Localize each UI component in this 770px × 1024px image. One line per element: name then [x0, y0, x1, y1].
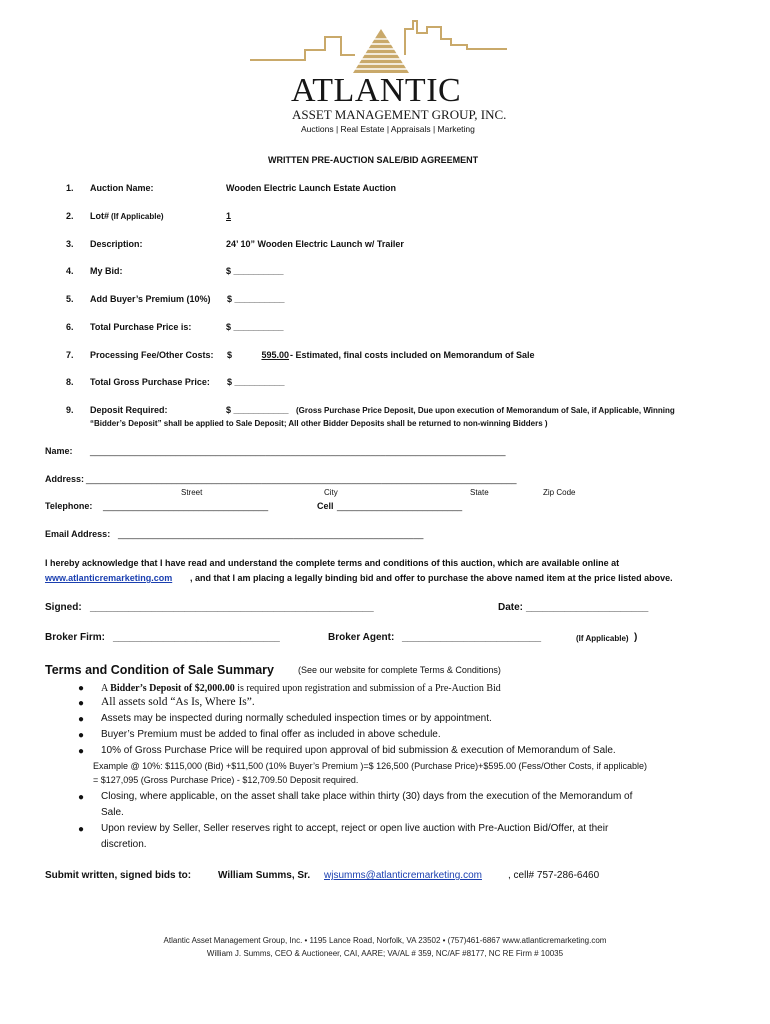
broker-agent-field[interactable]: _________________________ — [402, 632, 542, 643]
address-label: Address: — [45, 474, 85, 484]
bullet-icon: ● — [78, 746, 85, 757]
broker-firm-label: Broker Firm: — [45, 632, 106, 643]
terms-text: A — [101, 683, 111, 694]
item-number: 2. — [66, 211, 74, 221]
my-bid-field[interactable]: $ __________ — [226, 266, 284, 276]
terms-example-1: Example @ 10%: $115,000 (Bid) +$11,500 (10% Buyer’s Premium )=$ 126,500 (Purchase Price)+$595.00 (Fess/Other Costs, if applicable) — [93, 761, 648, 771]
deposit-field[interactable]: $ ___________ — [226, 405, 289, 415]
email-label: Email Address: — [45, 529, 111, 539]
item-number: 3. — [66, 239, 74, 249]
signed-label: Signed: — [45, 602, 82, 613]
item-number: 9. — [66, 405, 74, 415]
buyers-premium-field[interactable]: $ __________ — [227, 294, 285, 304]
item-label: Auction Name: — [90, 183, 154, 193]
item-label: Total Gross Purchase Price: — [90, 377, 210, 387]
logo-name: ATLANTIC — [291, 72, 462, 109]
street-caption: Street — [181, 488, 203, 497]
item-label: Total Purchase Price is: — [90, 322, 192, 332]
name-field[interactable]: ___________________________________________________________________________________ — [90, 446, 506, 456]
email-field[interactable]: _____________________________________________________________ — [118, 529, 424, 539]
item-label: Deposit Required: — [90, 405, 168, 415]
bullet-icon: ● — [78, 792, 85, 803]
terms-item-closing-2: Sale. — [101, 807, 124, 818]
footer-address: Atlantic Asset Management Group, Inc. • 1195 Lance Road, Norfolk, VA 23502 • (757)461-6867 www.atlanticremarketing.com — [163, 936, 607, 945]
item-label: My Bid: — [90, 266, 123, 276]
terms-item-closing: Closing, where applicable, on the asset shall take place within thirty (30) days from the execution of the Memorandum of — [101, 791, 633, 802]
terms-item-deposit — [101, 683, 501, 694]
website-link[interactable]: www.atlanticremarketing.com — [45, 573, 173, 583]
item-value: Wooden Electric Launch Estate Auction — [226, 183, 397, 193]
terms-text: is required upon registration and submission of a Pre-Auction Bid — [234, 683, 501, 694]
terms-example-2: = $127,095 (Gross Purchase Price) - $12,709.50 Deposit required. — [93, 775, 359, 785]
terms-item-premium: Buyer’s Premium must be added to final offer as included in above schedule. — [101, 729, 441, 740]
telephone-field[interactable]: _________________________________ — [103, 501, 269, 511]
item-value: $ — [227, 350, 233, 360]
item-value: 1 — [226, 211, 232, 221]
terms-item-review-2: discretion. — [101, 839, 147, 850]
item-number: 6. — [66, 322, 74, 332]
item-label: Add Buyer’s Premium (10%) — [90, 294, 211, 304]
address-field[interactable]: ______________________________________________________________________________________ — [86, 474, 517, 484]
skyline-logo-icon — [245, 15, 515, 77]
item-number: 7. — [66, 350, 74, 360]
processing-fee-amount: 595.00 — [261, 350, 289, 360]
form-title: WRITTEN PRE-AUCTION SALE/BID AGREEMENT — [268, 155, 479, 165]
terms-item-gross-price: 10% of Gross Purchase Price will be required upon approval of bid submission & execution of Memorandum of Sale. — [101, 745, 616, 756]
acknowledge-line-1: I hereby acknowledge that I have read and understand the complete terms and conditions of this auction, which are available online at — [45, 558, 620, 568]
terms-text-bold: Bidder’s Deposit of $2,000.00 — [110, 683, 235, 694]
date-field[interactable]: ______________________ — [526, 602, 649, 613]
item-number: 5. — [66, 294, 74, 304]
item-label: Processing Fee/Other Costs: — [90, 350, 214, 360]
item-label-note: (If Applicable) — [111, 212, 164, 221]
terms-heading-note: (See our website for complete Terms & Conditions) — [298, 665, 501, 675]
telephone-label: Telephone: — [45, 501, 93, 511]
terms-heading: Terms and Condition of Sale Summary — [45, 663, 274, 677]
broker-note-close: ) — [634, 632, 638, 643]
city-caption: City — [324, 488, 338, 497]
broker-note: (If Applicable) — [576, 634, 629, 643]
name-label: Name: — [45, 446, 73, 456]
broker-agent-label: Broker Agent: — [328, 632, 395, 643]
state-caption: State — [470, 488, 489, 497]
submit-email-link[interactable]: wjsumms@atlanticremarketing.com — [324, 870, 482, 881]
broker-firm-field[interactable]: ______________________________ — [113, 632, 280, 643]
terms-item-inspection: Assets may be inspected during normally scheduled inspection times or by appointment. — [101, 713, 492, 724]
signature-field[interactable]: ___________________________________________________ — [90, 602, 374, 613]
logo-subtitle: ASSET MANAGEMENT GROUP, INC. — [292, 107, 507, 122]
terms-item-review: Upon review by Seller, Seller reserves right to accept, reject or open live auction with Pre-Auction Bid/Offer, at their — [101, 823, 609, 834]
cell-field[interactable]: _________________________ — [337, 501, 463, 511]
terms-item-as-is: All assets sold “As Is, Where Is”. — [101, 696, 255, 708]
processing-fee-note: - Estimated, final costs included on Memorandum of Sale — [290, 350, 535, 360]
item-label: Description: — [90, 239, 143, 249]
submit-person: William Summs, Sr. — [218, 870, 311, 881]
cell-label: Cell — [317, 501, 334, 511]
item-value: 24’ 10” Wooden Electric Launch w/ Trailer — [226, 239, 404, 249]
deposit-note: (Gross Purchase Price Deposit, Due upon execution of Memorandum of Sale, if Applicable, Winning — [296, 406, 675, 415]
item-label: Lot# — [90, 211, 109, 221]
bullet-icon: ● — [78, 824, 85, 835]
submit-cell: , cell# 757-286-6460 — [508, 870, 600, 881]
date-label: Date: — [498, 602, 524, 613]
item-number: 1. — [66, 183, 74, 193]
bullet-icon: ● — [78, 714, 85, 725]
bullet-icon: ● — [78, 730, 85, 741]
zip-caption: Zip Code — [543, 488, 576, 497]
bullet-icon: ● — [78, 698, 85, 709]
submit-label: Submit written, signed bids to: — [45, 870, 192, 881]
total-purchase-field[interactable]: $ __________ — [226, 322, 284, 332]
deposit-note-2: “Bidder’s Deposit” shall be applied to Sale Deposit; All other Bidder Deposits shall be returned to non-winning Bidders ) — [90, 419, 548, 428]
item-number: 4. — [66, 266, 74, 276]
bullet-icon: ● — [78, 683, 85, 694]
logo-tagline: Auctions | Real Estate | Appraisals | Marketing — [301, 124, 475, 134]
acknowledge-line-2: , and that I am placing a legally binding bid and offer to purchase the above named item at the price listed above. — [190, 573, 673, 583]
total-gross-field[interactable]: $ __________ — [227, 377, 285, 387]
item-number: 8. — [66, 377, 74, 387]
footer-license: William J. Summs, CEO & Auctioneer, CAI, AARE; VA/AL # 359, NC/AF #8177, NC RE Firm # 10035 — [206, 949, 564, 958]
